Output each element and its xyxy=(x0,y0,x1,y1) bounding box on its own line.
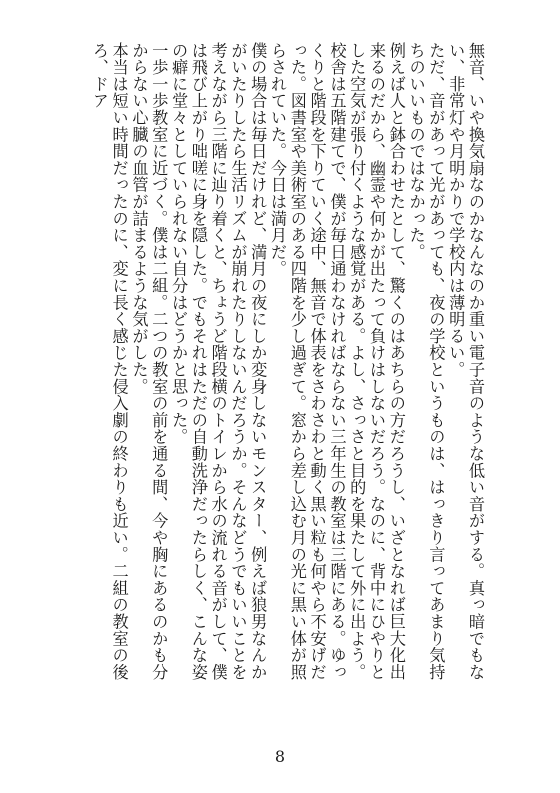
paragraph: ただ、音があって光があっても、夜の学校というものは、はっきり言ってあまり気持ちのいいものではなかった。 xyxy=(406,42,446,681)
paragraph: 例えば人と鉢合わせたとして、驚くのはあちらの方だろうし、いざとなれば巨大化出来るのだから、幽霊や何かが出たって負けはしないだろう。なのに、背中にひやりとした空気が張り付くような感覚がある。よし、さっさと目的を果たして外に出よう。 xyxy=(347,42,406,681)
paragraph: 一歩一歩教室に近づく。僕は二組。二つの教室の前を通る間、今や胸にあるのかも分からない心臓の血管が詰まるような気がした。 xyxy=(129,42,169,681)
paragraph: 本当は短い時間だったのに、変に長く感じた侵入劇の終わりも近い。二組の教室の後ろ、ドア xyxy=(89,42,129,681)
paragraph: 無音、いや換気扇なのかなんなのか重い電子音のような低い音がする。真っ暗でもない、非常灯や月明かりで学校内は薄明るい。 xyxy=(446,42,485,681)
vertical-body-text xyxy=(89,42,485,682)
paragraph: 校舎は五階建てで、僕が毎日通わなければならない三年生の教室は三階にある。ゆっくりと階段を下りていく途中、無音で体表をさわさわと動く黒い粒も何やら不安げだった。図書室や美術室のある四階を少し過ぎて。窓から差し込む月の光に黒い体が照らされていた。今日は満月だ。 xyxy=(268,42,347,681)
paragraph: 僕の場合は毎日だけれど、満月の夜にしか変身しないモンスター、例えば狼男なんかがいたりしたら生活リズムが崩れたりしないんだろうか。そんなどうでもいいことを考えながら三階に辿り着くと、ちょうど階段横のトイレから水の流れる音がして、僕は飛び上がり咄嗟に身を隠した。でもそれはただの自動洗浄だったらしく、こんな姿の癖に堂々としていられない自分はどうかと思った。 xyxy=(169,42,268,681)
page-number: 8 xyxy=(274,747,286,766)
